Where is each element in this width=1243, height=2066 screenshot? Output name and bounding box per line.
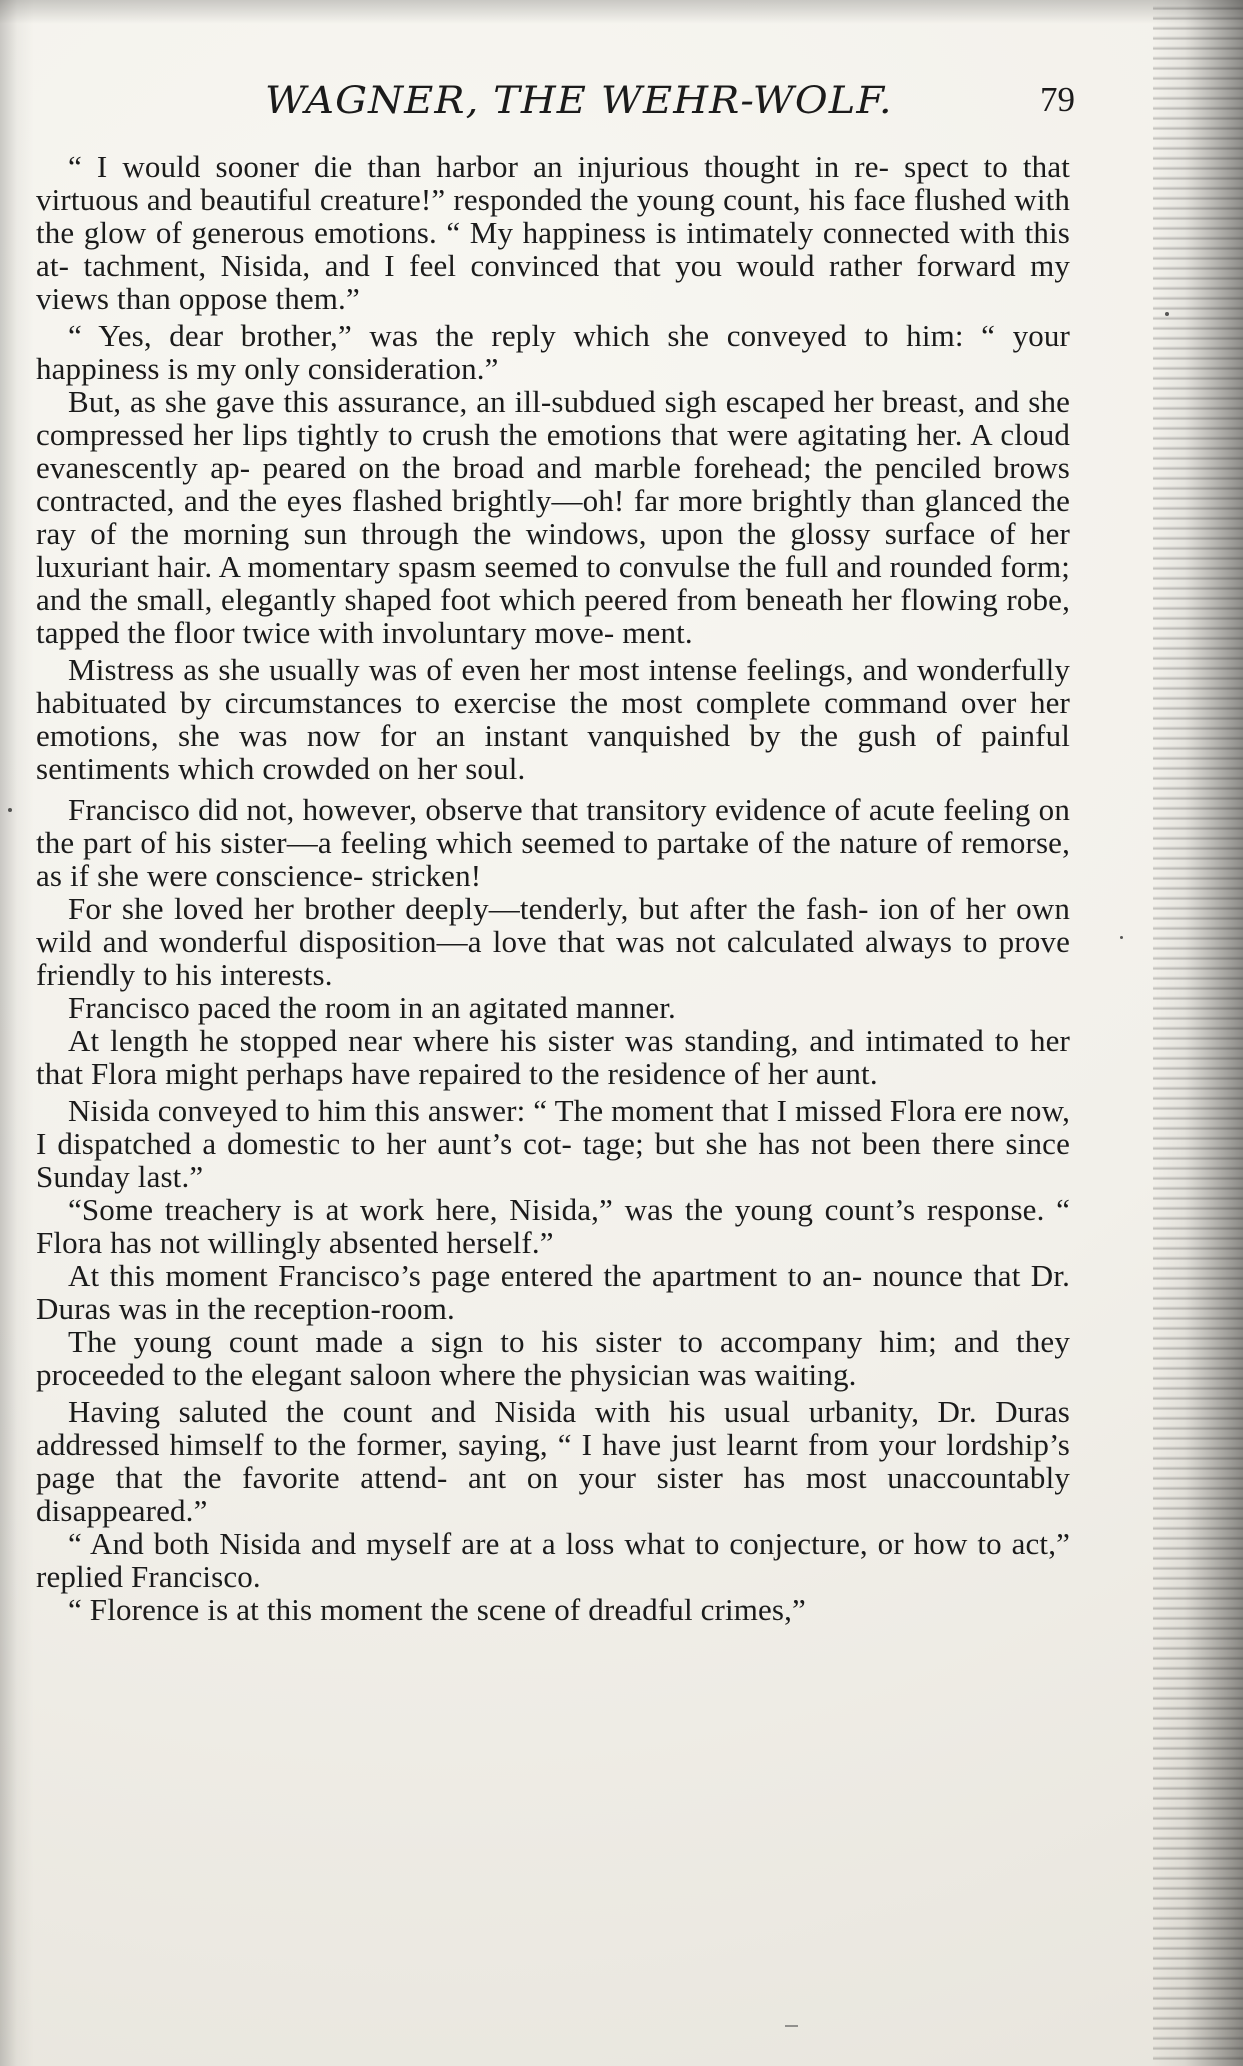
paragraph: Francisco did not, however, observe that transitory evidence of acute feeling on the part of his sister—a feeling which seemed to partake of the nature of remorse, as if she were conscience- stricken! <box>36 792 1070 893</box>
page-left-shadow <box>0 0 34 2066</box>
page-top-shadow <box>0 0 1243 24</box>
print-mark <box>785 2025 798 2027</box>
ink-speck <box>1120 936 1123 939</box>
paragraph: At length he stopped near where his sister was standing, and intimated to her that Flora might perhaps have repaired to the residence of her aunt. <box>36 1023 1070 1091</box>
paragraph: Nisida conveyed to him this answer: “ The moment that I missed Flora ere now, I dispatched a domestic to her aunt’s cot- tage; but she has not been there since Sunday last.” <box>36 1093 1070 1194</box>
paragraph: Mistress as she usually was of even her most intense feelings, and wonderfully habituated by circumstances to exercise the most complete command over her emotions, she was now for an instant vanquished by the gush of painful sentiments which crowded on her soul. <box>36 652 1070 786</box>
paragraph: The young count made a sign to his sister to accompany him; and they proceeded to the elegant saloon where the physician was waiting. <box>36 1324 1070 1392</box>
paragraph: “ I would sooner die than harbor an injurious thought in re- spect to that virtuous and beautiful creature!” responded the young count, his face flushed with the glow of generous emotions. “ My happiness is intimately connected with this at- tachment, Nisida, and I feel convinced that you would rather forward my views than oppose them.” <box>36 150 1070 316</box>
paragraph: “ And both Nisida and myself are at a loss what to conjecture, or how to act,” replied Francisco. <box>36 1526 1070 1594</box>
paragraph: “Some treachery is at work here, Nisida,” was the young count’s response. “ Flora has not willingly absented herself.” <box>36 1192 1070 1260</box>
page-right-edge-scan-noise <box>1153 0 1243 2066</box>
paragraph: At this moment Francisco’s page entered the apartment to an- nounce that Dr. Duras was in the reception-room. <box>36 1258 1070 1326</box>
running-title: WAGNER, THE WEHR-WOLF. <box>265 79 893 122</box>
paragraph: “ Yes, dear brother,” was the reply which she conveyed to him: “ your happiness is my only consideration.” <box>36 318 1070 386</box>
page-number: 79 <box>1040 80 1075 119</box>
ink-speck <box>8 808 12 812</box>
paragraph: Francisco paced the room in an agitated manner. <box>68 990 676 1025</box>
paragraph: Having saluted the count and Nisida with his usual urbanity, Dr. Duras addressed himself to the former, saying, “ I have just learnt from your lordship’s page that the favorite attend- ant on your sister has most unaccountably disappeared.” <box>36 1394 1070 1528</box>
paragraph: “ Florence is at this moment the scene of dreadful crimes,” <box>68 1592 806 1627</box>
page-header <box>0 79 1243 138</box>
ink-speck <box>1165 312 1169 316</box>
paragraph: For she loved her brother deeply—tenderly, but after the fash- ion of her own wild and wonderful disposition—a love that was not calculated always to prove friendly to his interests. <box>36 891 1070 992</box>
body-text <box>36 150 1070 1925</box>
paragraph: But, as she gave this assurance, an ill-subdued sigh escaped her breast, and she compressed her lips tightly to crush the emotions that were agitating her. A cloud evanescently ap- peared on the broad and marble forehead; the penciled brows contracted, and the eyes flashed brightly—oh! far more brightly than glanced the ray of the morning sun through the windows, upon the glossy surface of her luxuriant hair. A momentary spasm seemed to convulse the full and rounded form; and the small, elegantly shaped foot which peered from beneath her flowing robe, tapped the floor twice with involuntary move- ment. <box>36 384 1070 650</box>
